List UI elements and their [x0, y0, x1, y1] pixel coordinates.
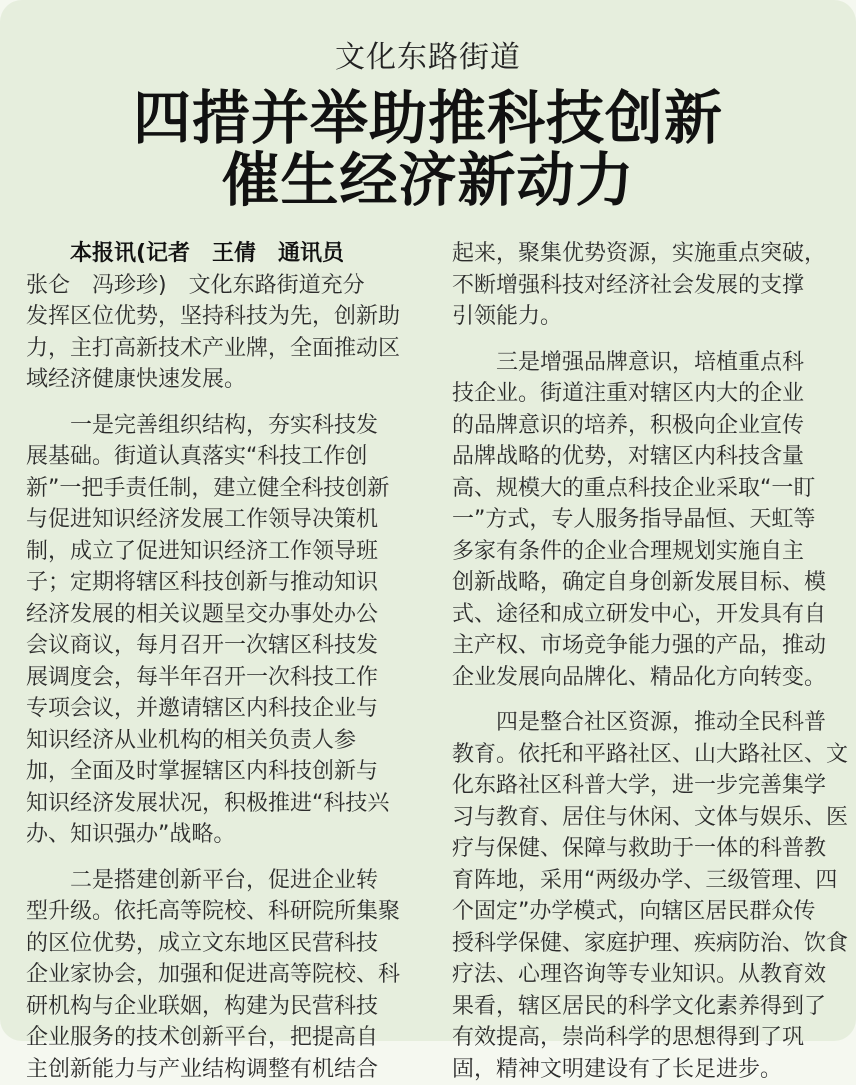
article-text-line: 授科学保健、家庭护理、疾病防治、饮食	[452, 928, 836, 960]
article-text-line: 的品牌意识的培养，积极向企业宣传	[452, 410, 836, 442]
article-text-line: 疗法、心理咨询等专业知识。从教育效	[452, 959, 836, 991]
article-text-line: 知识经济从业机构的相关负责人参	[26, 725, 412, 757]
article-text-line: 加，全面及时掌握辖区内科技创新与	[26, 756, 412, 788]
paragraph-gap	[26, 851, 412, 865]
article-text-line: 技企业。街道注重对辖区内大的企业	[452, 378, 836, 410]
headline-line-2: 催生经济新动力	[0, 148, 856, 212]
article-text-line: 高、规模大的重点科技企业采取“一盯	[452, 473, 836, 505]
article-text-line: 的区位优势，成立文东地区民营科技	[26, 928, 412, 960]
article-text-line: 教育。依托和平路社区、山大路社区、文	[452, 739, 836, 771]
article-text-line: 张仑 冯珍珍) 文化东路街道充分	[26, 270, 412, 302]
article-text-line: 品牌战略的优势，对辖区内科技含量	[452, 441, 836, 473]
article-text-line: 与促进知识经济发展工作领导决策机	[26, 504, 412, 536]
article-text-line: 发挥区位优势，坚持科技为先，创新助	[26, 301, 412, 333]
article-text-line: 习与教育、居住与休闲、文体与娱乐、医	[452, 802, 836, 834]
article-text-line: 企业发展向品牌化、精品化方向转变。	[452, 662, 836, 694]
article-text-line: 力，主打高新技术产业牌，全面推动区	[26, 333, 412, 365]
article-text-line: 起来，聚集优势资源，实施重点突破，	[452, 238, 836, 270]
article-text-line: 制，成立了促进知识经济工作领导班	[26, 536, 412, 568]
article-text-line: 四是整合社区资源，推动全民科普	[452, 707, 836, 739]
article-text-line: 会议商议，每月召开一次辖区科技发	[26, 630, 412, 662]
article-text-line: 本报讯(记者 王倩 通讯员	[26, 238, 412, 270]
article-text-line: 展基础。街道认真落实“科技工作创	[26, 441, 412, 473]
article-text-line: 引领能力。	[452, 301, 836, 333]
article-kicker: 文化东路街道	[0, 38, 856, 78]
article-text-line: 企业家协会，加强和促进高等院校、科	[26, 959, 412, 991]
article-text-line: 新”一把手责任制，建立健全科技创新	[26, 473, 412, 505]
article-text-line: 域经济健康快速发展。	[26, 364, 412, 396]
article-text-line: 固，精神文明建设有了长足进步。	[452, 1054, 836, 1085]
article-text-line: 研机构与企业联姻，构建为民营科技	[26, 991, 412, 1023]
article-text-line: 主产权、市场竞争能力强的产品，推动	[452, 630, 836, 662]
article-text-line: 一是完善组织结构，夯实科技发	[26, 410, 412, 442]
article-text-line: 专项会议，并邀请辖区内科技企业与	[26, 693, 412, 725]
article-text-line: 化东路社区科普大学，进一步完善集学	[452, 770, 836, 802]
article-text-line: 二是搭建创新平台，促进企业转	[26, 865, 412, 897]
article-text-line: 有效提高，崇尚科学的思想得到了巩	[452, 1022, 836, 1054]
article-text-line: 多家有条件的企业合理规划实施自主	[452, 536, 836, 568]
article-column-left	[26, 238, 412, 1085]
paragraph-gap	[26, 396, 412, 410]
paragraph-gap	[452, 333, 836, 347]
article-text-line: 主创新能力与产业结构调整有机结合	[26, 1054, 412, 1085]
article-text-line: 型升级。依托高等院校、科研院所集聚	[26, 896, 412, 928]
article-text-line: 创新战略，确定自身创新发展目标、模	[452, 567, 836, 599]
article-text-line: 知识经济发展状况，积极推进“科技兴	[26, 788, 412, 820]
article-column-right	[452, 238, 836, 1085]
article-text-line: 子；定期将辖区科技创新与推动知识	[26, 567, 412, 599]
article-text-line: 果看，辖区居民的科学文化素养得到了	[452, 991, 836, 1023]
article-text-line: 疗与保健、保障与救助于一体的科普教	[452, 833, 836, 865]
article-text-line: 办、知识强办”战略。	[26, 819, 412, 851]
article-text-line: 三是增强品牌意识，培植重点科	[452, 347, 836, 379]
article-text-line: 展调度会，每半年召开一次科技工作	[26, 662, 412, 694]
article-text-line: 育阵地，采用“两级办学、三级管理、四	[452, 865, 836, 897]
paragraph-gap	[452, 693, 836, 707]
article-text-line: 不断增强科技对经济社会发展的支撑	[452, 270, 836, 302]
article-text-line: 个固定”办学模式，向辖区居民群众传	[452, 896, 836, 928]
article-text-line: 企业服务的技术创新平台，把提高自	[26, 1022, 412, 1054]
article-text-line: 一”方式，专人服务指导晶恒、天虹等	[452, 504, 836, 536]
headline-line-1: 四措并举助推科技创新	[0, 86, 856, 150]
article-text-line: 式、途径和成立研发中心，开发具有自	[452, 599, 836, 631]
article-text-line: 经济发展的相关议题呈交办事处办公	[26, 599, 412, 631]
